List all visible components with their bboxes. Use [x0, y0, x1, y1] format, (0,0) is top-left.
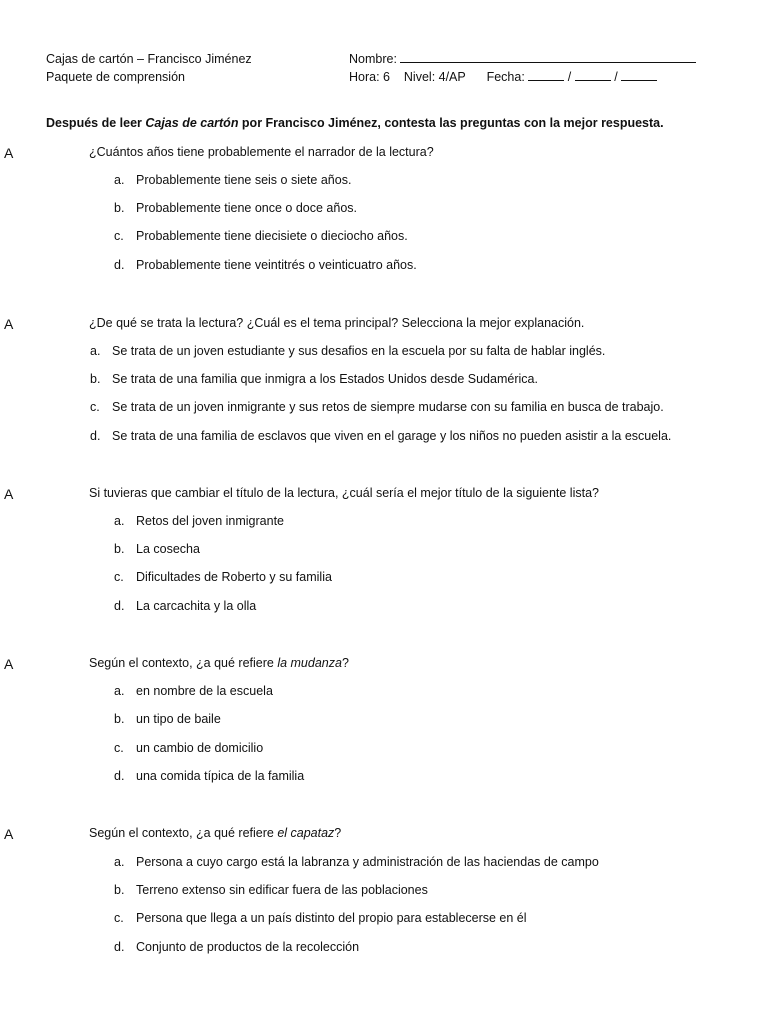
question-text-prefix: Según el contexto, ¿a qué refiere: [89, 656, 278, 670]
option-letter: b.: [114, 883, 125, 897]
option[interactable]: [114, 514, 284, 528]
option[interactable]: [114, 911, 527, 925]
option-text: Persona que llega a un país distinto del propio para establecerse en él: [136, 911, 527, 925]
option-text: La carcachita y la olla: [136, 599, 257, 613]
option-letter: b.: [114, 542, 125, 556]
header-left: [46, 50, 252, 86]
option[interactable]: [114, 542, 200, 556]
option[interactable]: [114, 201, 357, 215]
option-letter: d.: [114, 769, 125, 783]
answer-mark: A: [4, 145, 14, 161]
option-letter: a.: [114, 514, 125, 528]
option-letter: a.: [114, 173, 125, 187]
option-letter: b.: [114, 201, 125, 215]
option-text: Retos del joven inmigrante: [136, 514, 284, 528]
question-text: Si tuvieras que cambiar el título de la lectura, ¿cuál sería el mejor título de la siguiente lista?: [89, 486, 599, 500]
option-text: un cambio de domicilio: [136, 741, 264, 755]
option[interactable]: [114, 229, 408, 243]
option-text: una comida típica de la familia: [136, 769, 305, 783]
option[interactable]: [114, 173, 351, 187]
option-text: Se trata de un joven estudiante y sus desafios en la escuela por su falta de hablar inglés.: [112, 344, 606, 358]
fecha-month-blank[interactable]: [528, 68, 564, 81]
header-right: [349, 50, 696, 86]
nivel-label: Nivel: 4/AP: [403, 70, 466, 84]
option-letter: a.: [114, 684, 125, 698]
question-text: ¿Cuántos años tiene probablemente el narrador de la lectura?: [89, 145, 434, 159]
answer-mark: A: [4, 486, 14, 502]
fecha-day-blank[interactable]: [575, 68, 611, 81]
option-letter: a.: [114, 855, 125, 869]
option[interactable]: [114, 712, 221, 726]
option-letter: b.: [114, 712, 125, 726]
question-text: [89, 656, 349, 670]
option[interactable]: [114, 258, 417, 272]
question-term: la mudanza: [277, 656, 342, 670]
answer-mark: A: [4, 826, 14, 842]
hora-label: Hora: 6: [349, 70, 390, 84]
name-blank[interactable]: [400, 50, 696, 63]
question-text-suffix: ?: [341, 656, 349, 670]
option-text: Se trata de una familia de esclavos que viven en el garage y los niños no pueden asistir a la escuela.: [112, 429, 672, 443]
option-text: Probablemente tiene once o doce años.: [136, 201, 357, 215]
option-letter: d.: [114, 940, 125, 954]
option-letter: d.: [114, 258, 125, 272]
option-text: Dificultades de Roberto y su familia: [136, 570, 332, 584]
instructions-book-title: Cajas de cartón: [145, 116, 239, 130]
option[interactable]: [114, 684, 273, 698]
option-text: La cosecha: [136, 542, 200, 556]
name-label: Nombre:: [349, 52, 397, 66]
option[interactable]: [114, 741, 263, 755]
option[interactable]: [114, 599, 256, 613]
option-text: Probablemente tiene veintitrés o veinticuatro años.: [136, 258, 417, 272]
option-text: Se trata de un joven inmigrante y sus retos de siempre mudarse con su familia en busca de trabajo.: [112, 400, 664, 414]
answer-mark: A: [4, 656, 14, 672]
question-term: el capataz: [277, 826, 335, 840]
option[interactable]: [90, 429, 671, 443]
info-row: Hora: 6 Nivel: 4/AP Fecha: / /: [349, 68, 696, 86]
question-text-suffix: ?: [334, 826, 342, 840]
option-letter: b.: [90, 372, 101, 386]
fecha-year-blank[interactable]: [621, 68, 657, 81]
option-letter: d.: [114, 599, 125, 613]
option-letter: c.: [90, 400, 100, 414]
instructions-prefix: Después de leer: [46, 116, 146, 130]
option[interactable]: [114, 883, 428, 897]
fecha-label: Fecha:: [486, 70, 525, 84]
option-text: Probablemente tiene seis o siete años.: [136, 173, 352, 187]
option-text: Probablemente tiene diecisiete o dieciocho años.: [136, 229, 408, 243]
document-title: Cajas de cartón – Francisco Jiménez: [46, 52, 252, 66]
option[interactable]: [114, 769, 304, 783]
option-text: un tipo de baile: [136, 712, 221, 726]
instructions-suffix: por Francisco Jiménez, contesta las preguntas con la mejor respuesta.: [238, 116, 664, 130]
instructions: [46, 116, 664, 130]
option-letter: d.: [90, 429, 101, 443]
option[interactable]: [114, 570, 332, 584]
option-letter: c.: [114, 911, 124, 925]
option-letter: c.: [114, 741, 124, 755]
option-letter: c.: [114, 570, 124, 584]
question-text: ¿De qué se trata la lectura? ¿Cuál es el tema principal? Selecciona la mejor explanación.: [89, 316, 585, 330]
name-row: [349, 50, 696, 68]
option-letter: a.: [90, 344, 101, 358]
option-text: en nombre de la escuela: [136, 684, 273, 698]
option[interactable]: [90, 400, 664, 414]
option[interactable]: [114, 855, 599, 869]
question-text-prefix: Según el contexto, ¿a qué refiere: [89, 826, 278, 840]
question-text: [89, 826, 341, 840]
option[interactable]: [114, 940, 359, 954]
option-text: Conjunto de productos de la recolección: [136, 940, 360, 954]
option-text: Se trata de una familia que inmigra a los Estados Unidos desde Sudamérica.: [112, 372, 538, 386]
document-subtitle: Paquete de comprensión: [46, 70, 185, 84]
option-letter: c.: [114, 229, 124, 243]
option[interactable]: [90, 372, 538, 386]
option-text: Persona a cuyo cargo está la labranza y administración de las haciendas de campo: [136, 855, 599, 869]
option-text: Terreno extenso sin edificar fuera de las poblaciones: [136, 883, 428, 897]
answer-mark: A: [4, 316, 14, 332]
option[interactable]: [90, 344, 605, 358]
